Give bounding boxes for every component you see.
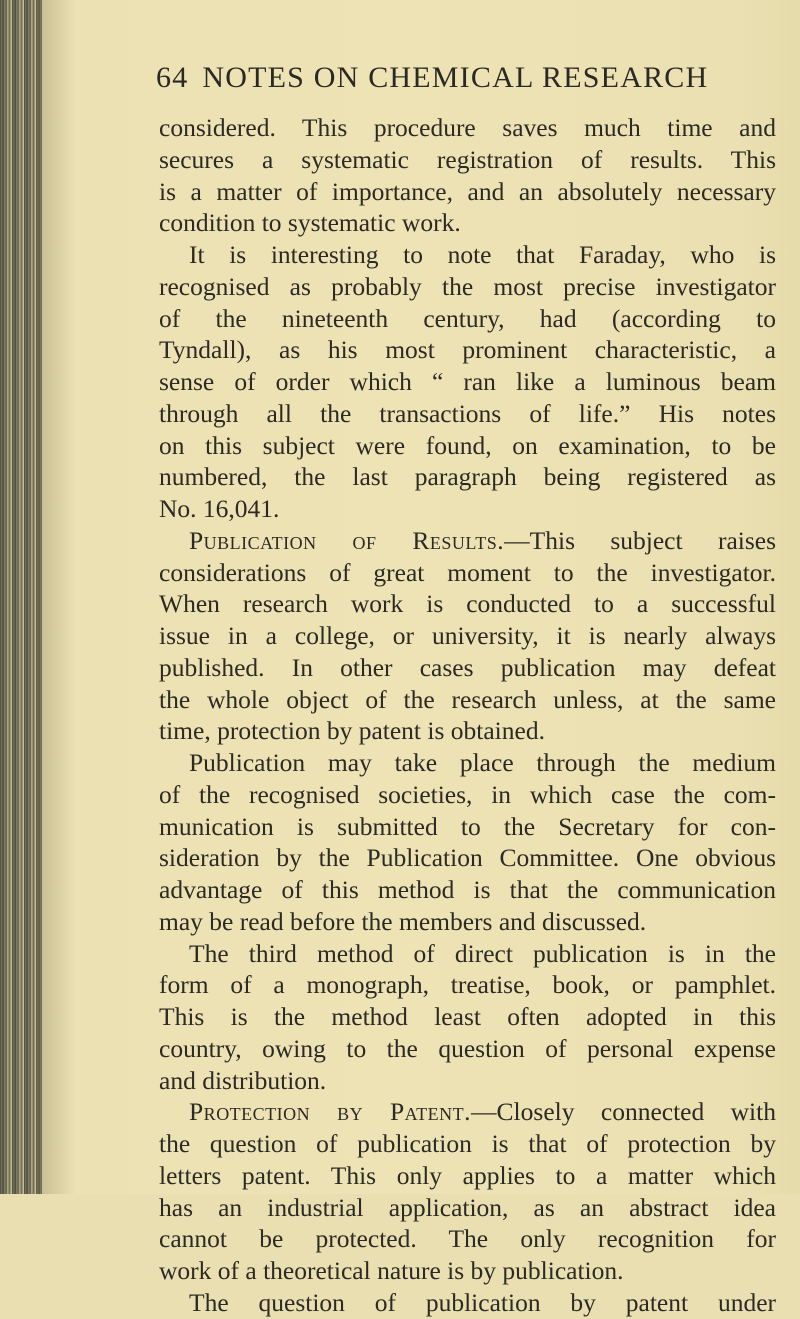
page-number: 64 [156,61,189,94]
line-text: Publication may take place through the medium [189,748,776,777]
text-line [159,398,776,430]
text-line [159,938,776,970]
line-text: condition to systematic work. [159,208,461,238]
line-text: issue in a college, or university, it is nearly always [159,621,776,650]
line-text: secures a systematic registration of results. This [159,144,776,174]
line-text: work of a theoretical nature is by publication. [159,1256,624,1285]
text-line [159,811,776,843]
text-line [159,334,776,366]
text-line [159,1255,776,1287]
line-text: cannot be protected. The only recognition for [159,1224,776,1254]
line-text: the whole object of the research unless, at the same [159,684,776,714]
text-line [159,176,776,208]
text-line [159,366,776,398]
text-line [159,588,776,620]
text-line [159,1192,776,1224]
text-line [159,239,776,271]
text-line [159,842,776,874]
text-line [159,112,776,144]
text-line [159,1033,776,1065]
line-text: time, protection by patent is obtained. [159,716,545,746]
text-line [159,430,776,462]
text-line [159,493,776,525]
text-line [159,525,776,557]
line-text: considerations of great moment to the investigator. [159,557,776,587]
line-text: This is the method least often adopted in this [159,1002,776,1031]
gutter-shadow [36,0,76,1194]
text-line [159,969,776,1001]
line-text: through all the transactions of life.” His notes [159,398,776,428]
text-line [159,461,776,493]
line-text: on this subject were found, on examination, to be [159,430,776,460]
line-text: form of a monograph, treatise, book, or pamphlet. [159,970,776,1000]
text-line [159,1001,776,1033]
line-text: advantage of this method is that the communication [159,875,776,904]
text-line [159,715,776,747]
text-line [159,271,776,303]
text-line [159,144,776,176]
text-line [159,747,776,779]
line-text: and distribution. [159,1065,327,1095]
body-text [159,112,776,1319]
text-line [159,874,776,906]
text-line [159,652,776,684]
text-line [159,1065,776,1097]
text-line [159,1287,776,1319]
text-line [159,207,776,239]
section-heading: Protection by Patent. [189,1097,472,1127]
text-line [159,557,776,589]
line-text: munication is submitted to the Secretary for con- [159,811,776,841]
text-line [159,1160,776,1192]
running-title: NOTES ON CHEMICAL RESEARCH [202,61,709,94]
text-line [159,684,776,716]
line-text: letters patent. This only applies to a matter which [159,1160,776,1190]
line-text: No. 16,041. [159,494,280,523]
line-text: considered. This procedure saves much time and [159,113,776,142]
line-text: sideration by the Publication Committee. One obvious [159,843,776,873]
line-text: numbered, the last paragraph being registered as [159,462,776,492]
text-line [159,779,776,811]
section-heading: Publication of Results. [189,525,505,555]
line-text: of the nineteenth century, had (according to [159,303,776,333]
text-line [159,620,776,652]
line-text: —This subject raises [504,525,776,555]
line-text: recognised as probably the most precise investigator [159,271,776,301]
line-text: is a matter of importance, and an absolutely necessary [159,176,776,206]
line-text: country, owing to the question of personal expense [159,1033,776,1063]
text-line [159,1096,776,1128]
line-text: The third method of direct publication is in the [189,938,776,968]
line-text: may be read before the members and discussed. [159,906,647,936]
text-line [159,1128,776,1160]
line-text: published. In other cases publication may defeat [159,652,776,682]
running-header [156,60,756,96]
text-line [159,906,776,938]
line-text: of the recognised societies, in which case the com- [159,779,776,809]
line-text: It is interesting to note that Faraday, who is [189,240,776,269]
line-text: Tyndall), as his most prominent characteristic, a [159,335,776,365]
text-line [159,1223,776,1255]
text-line [159,303,776,335]
line-text: the question of publication is that of protection by [159,1129,776,1158]
line-text: has an industrial application, as an abstract idea [159,1192,776,1222]
line-text: —Closely connected with [471,1097,776,1127]
line-text: sense of order which “ ran like a luminous beam [159,367,776,396]
line-text: The question of publication by patent under [189,1287,776,1317]
line-text: When research work is conducted to a successful [159,589,776,619]
